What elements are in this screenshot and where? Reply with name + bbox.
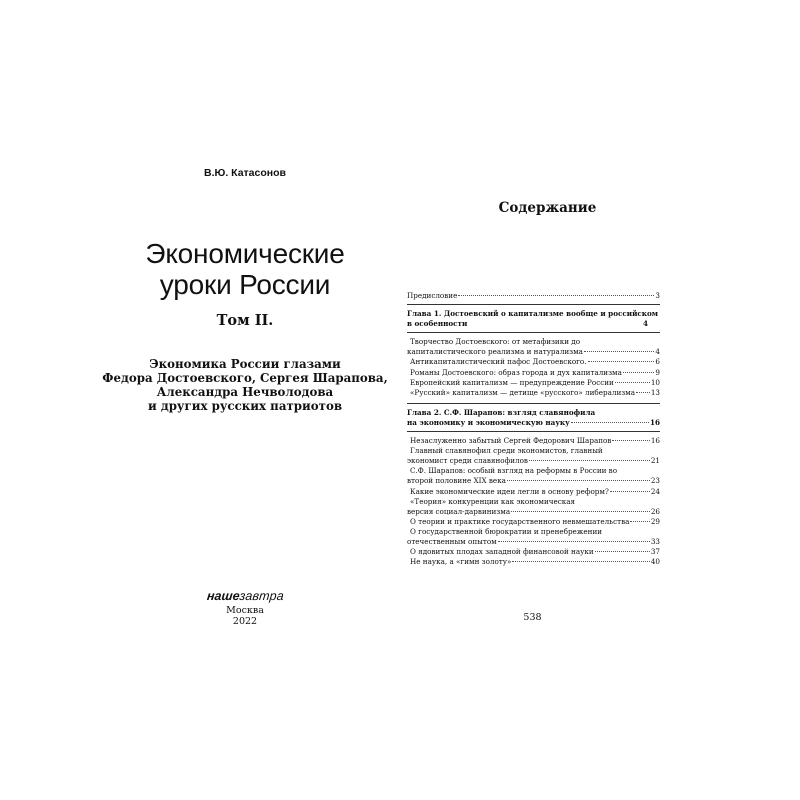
toc-entry-title-line-1: О государственной бюрократии и пренебрежении bbox=[410, 526, 603, 536]
toc-entry-title: Какие экономические идеи легли в основу реформ? bbox=[410, 486, 609, 496]
dot-leader bbox=[458, 295, 654, 296]
toc-entry-title-line-1: Главный славянофил среди экономистов, главный bbox=[410, 446, 603, 456]
table-of-contents bbox=[407, 291, 660, 567]
chapter-title-line-2: на экономику и экономическую науку bbox=[407, 417, 570, 427]
toc-chapter-2 bbox=[407, 408, 660, 428]
publisher-logo-part-1: наше bbox=[205, 589, 240, 603]
toc-entry bbox=[407, 436, 660, 446]
toc-entry-title: О теории и практике государственного невмешательства bbox=[410, 516, 630, 526]
toc-entry bbox=[407, 337, 660, 357]
dot-leader bbox=[511, 511, 650, 512]
toc-entry-page: 3 bbox=[655, 291, 660, 300]
toc-entry bbox=[407, 487, 660, 497]
toc-entry-page: 16 bbox=[650, 436, 660, 446]
dot-leader bbox=[529, 460, 650, 461]
toc-entry-title: «Русский» капитализм — детище «русского» либерализма bbox=[410, 387, 636, 397]
dot-leader bbox=[588, 361, 655, 362]
toc-entry bbox=[407, 497, 660, 517]
book-title-line-1: Экономические bbox=[145, 238, 345, 269]
toc-entry-title-line-1: «Теория» конкуренции как экономическая bbox=[410, 496, 576, 506]
contents-heading: Содержание bbox=[498, 200, 597, 216]
toc-entry-page: 37 bbox=[650, 547, 660, 557]
toc-entry-title-line-2: экономист среди славянофилов bbox=[407, 456, 528, 466]
volume-label: Том II. bbox=[216, 312, 274, 329]
toc-entry-page: 24 bbox=[650, 486, 660, 496]
toc-chapter-1 bbox=[407, 309, 660, 329]
book-title bbox=[95, 238, 395, 300]
toc-entry-title: Незаслуженно забытый Сергей Федорович Шарапов bbox=[410, 436, 612, 446]
toc-entry bbox=[407, 547, 660, 557]
dot-leader bbox=[584, 351, 654, 352]
title-page bbox=[95, 160, 395, 630]
toc-entry-page: 6 bbox=[655, 357, 660, 367]
subtitle-line-4: и других русских патриотов bbox=[147, 399, 343, 413]
divider bbox=[407, 332, 660, 333]
toc-entry bbox=[407, 466, 660, 486]
publisher-block bbox=[95, 585, 395, 627]
dot-leader bbox=[630, 521, 649, 522]
toc-entry-title-line-1: Творчество Достоевского: от метафизики до bbox=[410, 337, 581, 347]
divider bbox=[407, 431, 660, 432]
toc-entry-page: 23 bbox=[650, 476, 660, 486]
dot-leader bbox=[507, 480, 650, 481]
divider bbox=[407, 304, 660, 305]
chapter-title-line-2: в особенности bbox=[407, 319, 468, 329]
toc-entry-title: Предисловие bbox=[407, 291, 458, 300]
toc-entry bbox=[407, 368, 660, 378]
dot-leader bbox=[612, 440, 649, 441]
dot-leader bbox=[610, 491, 650, 492]
toc-entry bbox=[407, 357, 660, 367]
toc-entry-title: Романы Достоевского: образ города и дух капитализма bbox=[410, 367, 622, 377]
subtitle-line-3: Александра Нечволодова bbox=[156, 385, 334, 399]
toc-entry-title: О ядовитых плодах западной финансовой науки bbox=[410, 547, 594, 557]
toc-entry-page: 16 bbox=[649, 417, 660, 427]
toc-entry-title-line-1: С.Ф. Шарапов: особый взгляд на реформы в России во bbox=[410, 466, 618, 476]
toc-entry bbox=[407, 527, 660, 547]
toc-entry bbox=[407, 446, 660, 466]
publication-year: 2022 bbox=[232, 616, 258, 627]
toc-entry-title-line-2: второй половине XIX века bbox=[407, 476, 506, 486]
toc-entry-page: 26 bbox=[650, 506, 660, 516]
toc-entry-preface bbox=[407, 291, 660, 301]
dot-leader bbox=[615, 382, 650, 383]
divider bbox=[407, 403, 660, 404]
toc-entry-page: 4 bbox=[642, 319, 648, 329]
publisher-logo bbox=[206, 589, 284, 603]
toc-entry-page: 40 bbox=[650, 557, 660, 567]
publication-city: Москва bbox=[226, 605, 264, 616]
toc-entry-title: Антикапиталистический пафос Достоевского. bbox=[410, 357, 587, 367]
chapter-title-line-1: Глава 2. С.Ф. Шарапов: взгляд славянофила bbox=[407, 407, 596, 417]
toc-entry-title-line-2: капиталистического реализма и натурализма bbox=[407, 347, 583, 357]
toc-entry-title-line-2: версия социал-дарвинизма bbox=[407, 506, 511, 516]
toc-entry-page: 9 bbox=[655, 367, 660, 377]
subtitle-line-1: Экономика России глазами bbox=[149, 357, 341, 371]
toc-entry-page: 10 bbox=[650, 377, 660, 387]
toc-entry-page: 13 bbox=[650, 387, 660, 397]
dot-leader bbox=[595, 551, 650, 552]
toc-entry bbox=[407, 517, 660, 527]
dot-leader bbox=[636, 392, 650, 393]
book-subtitle bbox=[95, 357, 395, 413]
toc-entry bbox=[407, 557, 660, 567]
toc-entry-page: 21 bbox=[650, 456, 660, 466]
toc-entry bbox=[407, 378, 660, 388]
dot-leader bbox=[623, 372, 655, 373]
toc-entry-page: 29 bbox=[650, 516, 660, 526]
toc-entry bbox=[407, 388, 660, 398]
publisher-logo-part-2: завтра bbox=[238, 589, 285, 603]
toc-entry-page: 33 bbox=[650, 536, 660, 546]
dot-leader bbox=[571, 422, 649, 423]
toc-entry-title-line-2: отечественным опытом bbox=[407, 536, 497, 546]
subtitle-line-2: Федора Достоевского, Сергея Шарапова, bbox=[102, 371, 388, 385]
dot-leader bbox=[498, 541, 650, 542]
chapter-title-line-1: Глава 1. Достоевский о капитализме вообще и российском bbox=[407, 309, 659, 319]
dot-leader bbox=[512, 561, 649, 562]
contents-page bbox=[400, 160, 690, 630]
toc-entry-title: Не наука, а «гимн золоту» bbox=[410, 557, 512, 567]
author-name: В.Ю. Катасонов bbox=[204, 167, 286, 179]
book-title-line-2: уроки России bbox=[159, 269, 331, 300]
page-number: 538 bbox=[523, 612, 542, 623]
toc-entry-title: Европейский капитализм — предупреждение России bbox=[410, 377, 614, 387]
toc-entry-page: 4 bbox=[655, 347, 660, 357]
